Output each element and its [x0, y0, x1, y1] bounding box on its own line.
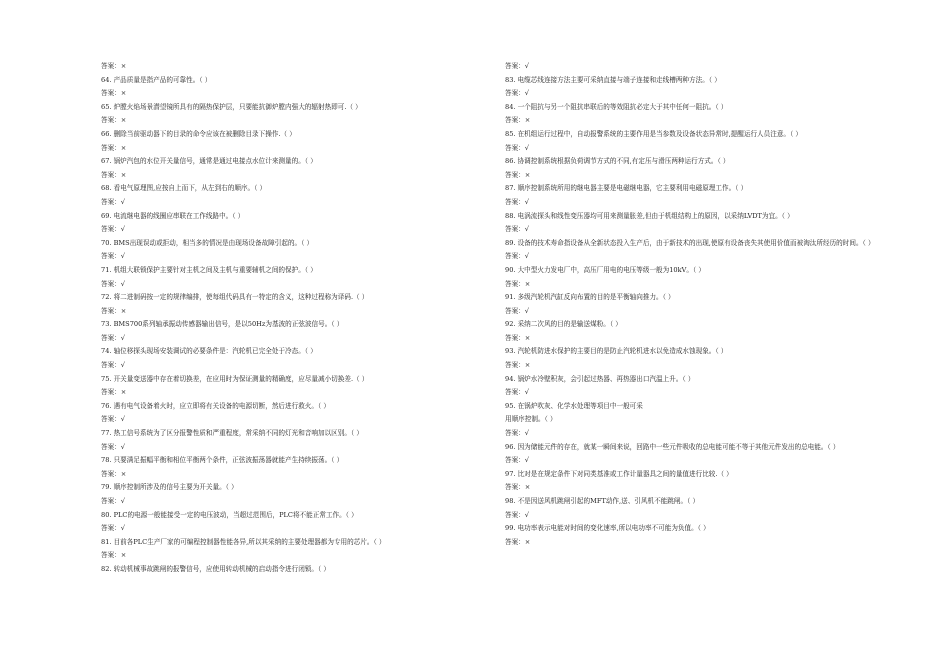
question-item — [101, 60, 501, 74]
answer-text: 答案：√ — [101, 524, 125, 533]
question-item — [101, 563, 501, 577]
question-item — [505, 441, 910, 468]
question-text: 76. 遇有电气设备着火时，应立即将有关设备的电源切断，然后进行救火。（ ） — [101, 401, 330, 410]
question-item — [101, 291, 501, 318]
question-item — [101, 427, 501, 454]
question-text: 98. 不是因送风机跳闸引起的MFT动作,送、引风机不能跳闸。（ ） — [505, 497, 700, 505]
question-item — [505, 318, 910, 345]
answer-text: 答案：× — [101, 89, 127, 98]
question-text: 81. 目前各PLC生产厂家的可编程控制器性能各异,所以其采纳的主要处理器都为专用的芯片。（ ） — [101, 537, 386, 546]
question-item — [505, 522, 910, 549]
answer-text: 答案：× — [101, 62, 127, 70]
question-item — [505, 345, 910, 372]
question-text: 67. 锅炉汽包的水位开关量信号，通常是通过电接点水位计来测量的。（ ） — [101, 157, 317, 166]
question-text: 73. BMS700系列轴承振动传感器输出信号，是以50Hz为基波的正弦波信号。（ ） — [101, 320, 344, 329]
question-item — [101, 128, 501, 155]
answer-text: 答案：√ — [101, 442, 125, 451]
answer-text: 答案：× — [101, 116, 127, 125]
question-text: 74. 轴位移探头现场安装调试的必要条件是：汽轮机已完全处于冷态。（ ） — [101, 347, 317, 356]
answer-text: 答案：√ — [505, 429, 529, 438]
answer-text: 答案：× — [505, 537, 531, 546]
question-text: 75. 开关量变送器中存在着切换差，在应用时为保证测量的精确度，应尽量减小切换差.（ ） — [101, 374, 369, 383]
answer-text: 答案：× — [101, 170, 127, 179]
question-text: 88. 电涡流探头和线性变压器均可用来测量胀差,但由于机组结构上的原因，以采纳LVDT为宜。（ ） — [505, 211, 794, 220]
question-text: 78. 只要满足振幅平衡和相位平衡两个条件，正弦波振荡器就能产生持续振荡。（ ） — [101, 456, 344, 465]
question-text: 92. 采纳二次风的目的是输送煤粉。（ ） — [505, 320, 622, 329]
question-item — [505, 155, 910, 182]
question-text: 77. 热工信号系统为了区分报警性质和严重程度，常采纳不同的灯光和音响加以区别。（ ） — [101, 429, 363, 438]
question-item — [101, 454, 501, 481]
question-item — [101, 536, 501, 563]
answer-text: 答案：× — [101, 551, 127, 560]
question-item — [505, 291, 910, 318]
left-column — [101, 60, 501, 577]
answer-text: 答案：√ — [505, 225, 529, 234]
question-text: 68. 看电气原理图,应按自上而下，从左到右的顺序。（ ） — [101, 184, 267, 193]
question-text: 89. 设备的技术寿命指设备从全新状态投入生产后，由于新技术的出现,使原有设备丧失其使用价值而被淘汰所经历的时间。（ ） — [505, 238, 875, 247]
question-item — [101, 345, 501, 372]
question-text: 93. 汽轮机防进水保护的主要目的是防止汽轮机进水以免造成水蚀现象。（ ） — [505, 347, 728, 356]
answer-text: 答案：√ — [101, 361, 125, 370]
question-text: 72. 将二进制码按一定的规律编排，使每组代码具有一特定的含义，这种过程称为译码.（ ） — [101, 293, 369, 302]
question-item — [505, 264, 910, 291]
answer-text: 答案：√ — [101, 333, 125, 342]
question-item — [505, 468, 910, 495]
answer-text: 答案：√ — [101, 415, 125, 424]
question-item — [101, 74, 501, 101]
question-text: 87. 顺序控制系统所用的继电器主要是电磁继电器，它主要利用电磁原理工作。（ ） — [505, 184, 748, 193]
question-text: 71. 机组大联锁保护主要针对主机之间及主机与重要辅机之间的保护。（ ） — [101, 265, 317, 274]
answer-text: 答案：× — [101, 306, 127, 315]
question-text: 66. 删除当前驱动器下的目录的命令应该在被删除目录下操作.（ ） — [101, 129, 296, 138]
answer-text: 答案：√ — [505, 143, 529, 152]
answer-text: 答案：√ — [505, 388, 529, 397]
answer-text: 答案：× — [101, 388, 127, 397]
answer-text: 答案：√ — [505, 197, 529, 206]
answer-text: 答案：× — [505, 483, 531, 492]
question-item — [505, 182, 910, 209]
question-text: 79. 顺序控制所涉及的信号主要为开关量。（ ） — [101, 483, 238, 492]
answer-text: 答案：√ — [505, 252, 529, 261]
question-text: 84. 一个阻抗与另一个阻抗串联后的等效阻抗必定大于其中任何一阻抗。（ ） — [505, 102, 728, 111]
right-column — [505, 60, 910, 549]
question-item — [101, 400, 501, 427]
question-item — [101, 481, 501, 508]
answer-text: 答案：× — [505, 333, 531, 342]
answer-text: 答案：√ — [101, 497, 125, 505]
question-text: 82. 转动机械事故跳闸的报警信号，应使用转动机械的启动指令进行闭锁。（ ） — [101, 564, 330, 573]
answer-text: 答案：√ — [101, 252, 125, 261]
question-item — [505, 237, 910, 264]
answer-text: 答案：× — [101, 469, 127, 478]
question-item — [505, 210, 910, 237]
answer-text: 答案：√ — [505, 89, 529, 98]
question-text: 69. 电流继电器的线圈应串联在工作线路中。（ ） — [101, 211, 245, 220]
answer-text: 答案：√ — [101, 279, 125, 288]
answer-text: 答案：√ — [505, 306, 529, 315]
question-text: 85. 在机组运行过程中，自动报警系统的主要作用是当参数及设备状态异常时,提醒运行人员注意。（ ） — [505, 129, 803, 138]
answer-text: 答案：× — [505, 170, 531, 179]
question-item — [101, 237, 501, 264]
question-text-continued: 用顺序控制。（ ） — [505, 415, 557, 424]
answer-text: 答案：× — [101, 143, 127, 152]
answer-text: 答案：× — [505, 279, 531, 288]
question-text: 64. 产品质量是指产品的可靠性。（ ） — [101, 75, 212, 84]
question-text: 95. 在锅炉吹灰、化学水处理等项目中一般可采 — [505, 401, 643, 410]
question-text: 94. 锅炉水冷壁积灰，会引起过热器、再热器出口汽温上升。（ ） — [505, 374, 695, 383]
question-text: 96. 因为储能元件的存在，就某一瞬间来说，回路中一些元件吸收的总电能可能不等于其他元件发出的总电能。（ ） — [505, 442, 840, 451]
question-item — [101, 373, 501, 400]
question-text: 91. 多级汽轮机汽缸反向布置的目的是平衡轴向推力。（ ） — [505, 293, 675, 302]
question-item — [101, 318, 501, 345]
question-text: 86. 协调控制系统根据负荷调节方式的不同,有定压与滑压两种运行方式。（ ） — [505, 157, 730, 166]
answer-text: 答案：× — [505, 116, 531, 125]
answer-text: 答案：√ — [505, 62, 529, 70]
answer-text: 答案：× — [505, 361, 531, 370]
question-item — [101, 509, 501, 536]
question-text: 97. 比对是在规定条件下对同类基准或工作计量器具之间的量值进行比较.（ ） — [505, 469, 733, 478]
question-item — [101, 264, 501, 291]
question-text: 99. 电功率表示电能对时间的变化速率,所以电功率不可能为负值。（ ） — [505, 524, 710, 533]
question-item — [505, 128, 910, 155]
question-item — [101, 210, 501, 237]
question-item — [505, 60, 910, 74]
question-item — [505, 74, 910, 101]
question-text: 80. PLC的电源一般能接受一定的电压波动，当超过范围后，PLC将不能正常工作。（ ） — [101, 510, 358, 519]
question-text: 83. 电缆芯线连接方法主要可采纳直接与端子连接和走线槽两种方法。（ ） — [505, 75, 721, 84]
question-text: 70. BMS出现误动或拒动，相当多的情况是由现场设备故障引起的。（ ） — [101, 238, 314, 247]
answer-text: 答案：√ — [101, 197, 125, 206]
question-item — [505, 495, 910, 522]
answer-text: 答案：√ — [505, 510, 529, 519]
question-text: 90. 大中型火力发电厂中，高压厂用电的电压等级一般为10kV。（ ） — [505, 265, 705, 274]
question-item — [101, 182, 501, 209]
question-item — [505, 373, 910, 400]
answer-text: 答案：√ — [505, 456, 529, 465]
question-item — [505, 101, 910, 128]
question-item — [101, 155, 501, 182]
answer-text: 答案：√ — [101, 225, 125, 234]
question-item — [505, 400, 910, 441]
question-text: 65. 炉膛火焰场景潜望镜所具有的隔热保护层，只要能抗御炉膛内强大的辐射热即可.（ ） — [101, 102, 362, 111]
question-item — [101, 101, 501, 128]
